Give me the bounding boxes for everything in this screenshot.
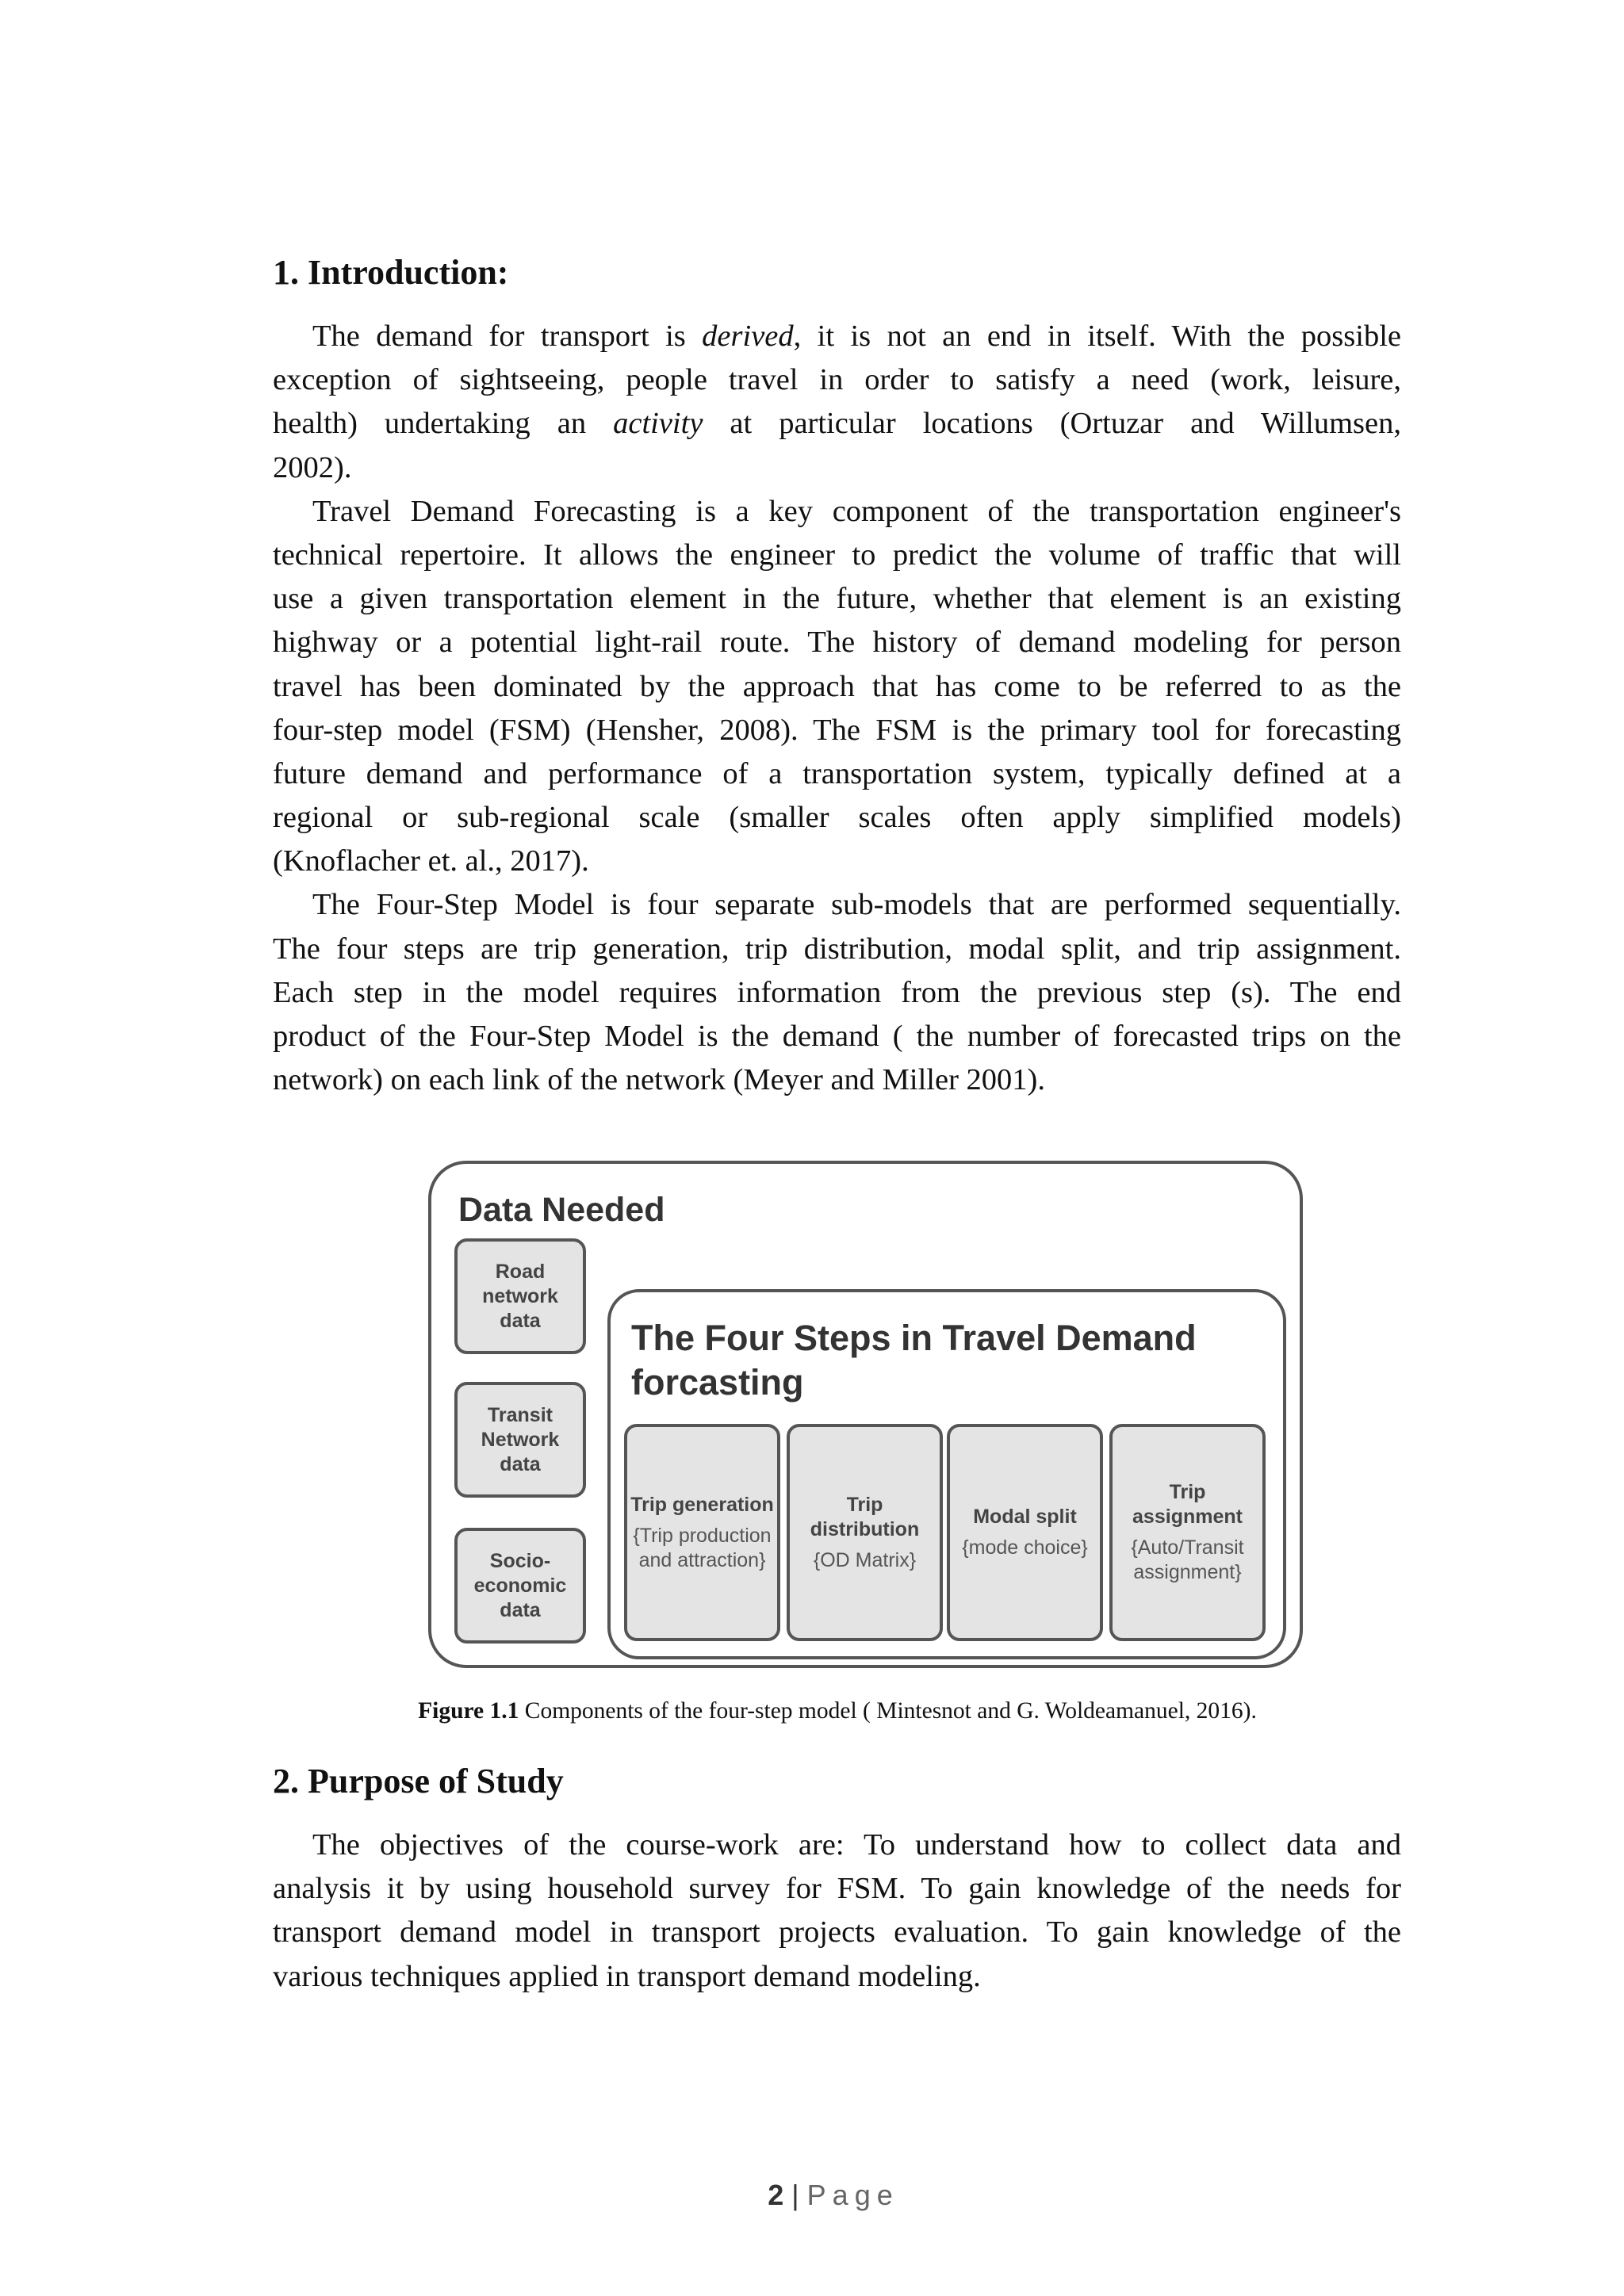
section-heading-introduction: 1. Introduction: — [273, 253, 509, 292]
data-item-socio-economic: Socio-economic data — [454, 1528, 586, 1644]
step-trip-assignment — [1109, 1424, 1266, 1641]
paragraph-line — [273, 577, 1401, 621]
text-run: , it is not an end in itself. With the possible — [793, 320, 1401, 353]
paragraph-line — [273, 665, 1401, 709]
data-item-road-network: Road network data — [454, 1238, 586, 1354]
step-subtitle: {Trip production and attraction} — [633, 1524, 772, 1571]
paragraph-line — [273, 752, 1401, 796]
section-heading-purpose: 2. Purpose of Study — [273, 1762, 564, 1800]
text-run: The objectives of the course-work are: To understand how to collect data and — [312, 1828, 1401, 1862]
text-run: health) undertaking an — [273, 407, 614, 441]
step-modal-split — [947, 1424, 1103, 1641]
italic-text: activity — [613, 407, 703, 441]
text-run: various techniques applied in transport demand modeling. — [273, 1959, 981, 1993]
text-run: network) on each link of the network (Meyer and Miller 2001). — [273, 1063, 1045, 1097]
text-run: use a given transportation element in the future, whether that element is an existing — [273, 582, 1401, 616]
caption-label: Figure 1.1 — [418, 1698, 519, 1724]
step-subtitle: {mode choice} — [962, 1536, 1088, 1559]
paragraph-line — [273, 534, 1401, 577]
text-run: 2002). — [273, 450, 352, 484]
paragraph-line — [273, 1823, 1401, 1867]
text-run: travel has been dominated by the approach that has come to be referred to as the — [273, 669, 1401, 703]
paragraph-line — [273, 928, 1401, 971]
text-run: at particular locations (Ortuzar and Willumsen, — [703, 407, 1401, 441]
text-run: regional or sub-regional scale (smaller scales often apply simplified models) — [273, 801, 1401, 835]
purpose-body — [273, 1823, 1401, 1999]
paragraph-line — [273, 490, 1401, 534]
paragraph-line — [273, 709, 1401, 752]
step-subtitle: {OD Matrix} — [813, 1548, 917, 1571]
paragraph-line — [273, 796, 1401, 840]
paragraph-line — [273, 840, 1401, 883]
paragraph-line — [273, 315, 1401, 358]
text-run: Travel Demand Forecasting is a key component of the transportation engineer's — [312, 494, 1401, 528]
page-word: Page — [806, 2179, 899, 2211]
paragraph-line — [273, 1058, 1401, 1102]
four-step-model-figure — [428, 1161, 1303, 1668]
step-subtitle: {Auto/Transit assignment} — [1131, 1536, 1244, 1583]
text-run: future demand and performance of a transportation system, typically defined at a — [273, 756, 1401, 790]
page-footer — [0, 2179, 1624, 2212]
step-title: Modal split — [973, 1506, 1077, 1528]
paragraph-line — [273, 446, 1401, 490]
four-steps-title: The Four Steps in Travel Demand forcasting — [631, 1318, 1197, 1402]
step-title: Trip generation — [630, 1493, 774, 1516]
text-run: Each step in the model requires information from the previous step (s). The end — [273, 975, 1401, 1009]
italic-text: derived — [702, 320, 794, 353]
text-run: analysis it by using household survey for FSM. To gain knowledge of the needs for — [273, 1872, 1401, 1906]
step-title: Trip assignment — [1132, 1481, 1243, 1528]
paragraph-line — [273, 1911, 1401, 1954]
text-run: The Four-Step Model is four separate sub-models that are performed sequentially. — [312, 888, 1401, 922]
step-title: Trip distribution — [810, 1493, 920, 1540]
caption-text: Components of the four-step model ( Mintesnot and G. Woldeamanuel, 2016). — [519, 1698, 1257, 1724]
text-run: The four steps are trip generation, trip distribution, modal split, and trip assignment. — [273, 932, 1401, 966]
paragraph-line — [273, 971, 1401, 1015]
page-number: 2 — [768, 2179, 784, 2211]
paragraph-line — [273, 402, 1401, 446]
paragraph-line — [273, 621, 1401, 664]
text-run: product of the Four-Step Model is the demand ( the number of forecasted trips on the — [273, 1020, 1401, 1053]
text-run: highway or a potential light-rail route. The history of demand modeling for person — [273, 626, 1401, 660]
paragraph-line — [273, 358, 1401, 402]
data-needed-title: Data Needed — [458, 1191, 665, 1229]
text-run: transport demand model in transport projects evaluation. To gain knowledge of the — [273, 1915, 1401, 1950]
data-item-transit-network: Transit Network data — [454, 1382, 586, 1498]
paragraph-line — [273, 1867, 1401, 1911]
paragraph-line — [273, 883, 1401, 927]
footer-separator: | — [783, 2179, 807, 2211]
text-run: technical repertoire. It allows the engineer to predict the volume of traffic that will — [273, 538, 1401, 572]
paragraph-line — [273, 1015, 1401, 1058]
figure-caption — [0, 1698, 1624, 1724]
step-trip-generation — [624, 1424, 780, 1641]
text-run: The demand for transport is — [312, 320, 703, 353]
step-trip-distribution — [787, 1424, 943, 1641]
text-run: four-step model (FSM) (Hensher, 2008). The FSM is the primary tool for forecasting — [273, 713, 1401, 747]
paragraph-line — [273, 1955, 1401, 1999]
text-run: (Knoflacher et. al., 2017). — [273, 844, 589, 878]
text-run: exception of sightseeing, people travel in order to satisfy a need (work, leisure, — [273, 363, 1401, 397]
four-steps-box — [607, 1289, 1286, 1659]
introduction-body — [273, 315, 1401, 1102]
